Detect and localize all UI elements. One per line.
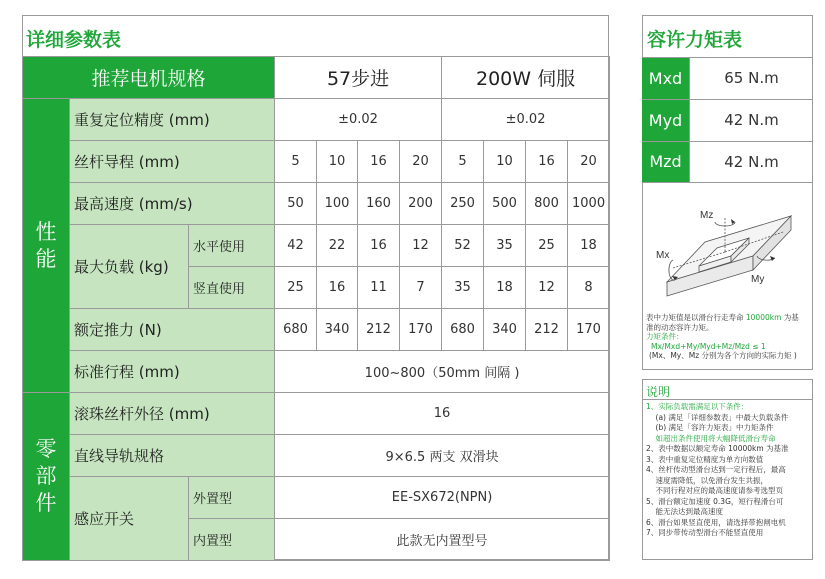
max-load-label: 最大负载 (kg) [70,225,189,309]
vertical-load-value: 12 [526,267,568,309]
moment-value: 42 N.m [689,100,813,141]
mz-label: Mz [700,210,714,221]
table-row [23,393,610,435]
vertical-load-value: 11 [358,267,400,309]
lead-value: 5 [275,141,317,183]
note-line: 7、同步带传动型滑台不能竖直使用 [646,528,764,537]
spec-table [22,56,610,561]
lead-value: 5 [442,141,484,183]
horizontal-load-value: 25 [526,225,568,267]
moment-name: Mxd [642,58,689,99]
sensor-label: 感应开关 [70,477,189,561]
vertical-load-value: 18 [484,267,526,309]
note-line: 如超出条件使用将大幅降低滑台寿命 [646,433,776,443]
vertical-load-value: 35 [442,267,484,309]
note-line: 2、表中数据以额定寿命 10000km 为基准 [646,444,789,453]
moment-name: Mzd [642,142,689,182]
table-row [23,225,610,267]
header-row [23,57,610,99]
lead-value: 16 [526,141,568,183]
note-line: 6、滑台如果竖直使用，请选择带抱闸电机 [646,517,786,527]
note-line: 能无法达到最高速度 [646,507,724,516]
stroke-label: 标准行程 (mm) [70,351,275,393]
horizontal-load-value: 35 [484,225,526,267]
max-speed-value: 200 [400,183,442,225]
moment-value: 42 N.m [689,142,813,182]
screw-diameter-label: 滚珠丝杆外径 (mm) [70,393,275,435]
vertical-load-value: 8 [568,267,610,309]
max-speed-value: 1000 [568,183,610,225]
vertical-load-value: 7 [400,267,442,309]
horizontal-load-value: 52 [442,225,484,267]
notes-divider [643,399,812,400]
thrust-value: 170 [568,309,610,351]
vertical-use-label: 竖直使用 [189,267,275,309]
thrust-label: 额定推力 (N) [70,309,275,351]
notes-title: 说明 [646,385,671,399]
group-performance: 性 能 [23,99,70,393]
sensor-external-label: 外置型 [189,477,275,519]
motor-spec-header: 推荐电机规格 [23,57,275,99]
note-line: 不同行程对应的最高速度请参考选型页 [646,486,784,495]
table-row [23,99,610,141]
horizontal-use-label: 水平使用 [189,225,275,267]
group-parts: 零 部 件 [23,393,70,561]
thrust-value: 340 [484,309,526,351]
moment-value: 65 N.m [689,58,813,99]
table-row [23,435,610,477]
guide-rail-label: 直线导轨规格 [70,435,275,477]
notes-list [646,402,812,539]
my-label: My [751,274,765,285]
moment-panel [642,15,813,370]
lead-value: 20 [400,141,442,183]
mx-label: Mx [656,250,670,261]
moment-row [642,57,813,99]
thrust-value: 680 [275,309,317,351]
max-speed-value: 800 [526,183,568,225]
max-speed-value: 100 [317,183,358,225]
moment-note: 表中力矩值是以滑台行走寿命 10000km 为基 准的动态容许力矩。 力矩条件： Mx/Mxd+My/Myd+Mz/Mzd ≤ 1 (Mx、My、Mz 分别为各个方向的实际力矩 ) [646,313,799,361]
horizontal-load-value: 22 [317,225,358,267]
guide-rail-value: 9×6.5 两支 双滑块 [275,435,610,477]
max-speed-value: 250 [442,183,484,225]
sensor-internal-value: 此款无内置型号 [275,519,610,561]
moment-name: Myd [642,100,689,141]
thrust-value: 170 [400,309,442,351]
table-row [23,309,610,351]
note-line: 4、丝杆传动型滑台达到一定行程后，最高 [646,465,786,474]
max-speed-value: 500 [484,183,526,225]
note-line: (a) 满足「详细参数表」中最大负载条件 [646,412,789,422]
lead-value: 20 [568,141,610,183]
max-speed-value: 160 [358,183,400,225]
lead-value: 10 [484,141,526,183]
table-row [23,183,610,225]
repeat-accuracy-label: 重复定位精度 (mm) [70,99,275,141]
note-line: 1、实际负载需满足以下条件： [646,402,749,411]
horizontal-load-value: 18 [568,225,610,267]
motor-b-header: 200W 伺服 [442,57,610,99]
spec-title: 详细参数表 [26,29,122,51]
horizontal-load-value: 12 [400,225,442,267]
motor-a-header: 57步进 [275,57,442,99]
sensor-internal-label: 内置型 [189,519,275,561]
horizontal-load-value: 16 [358,225,400,267]
thrust-value: 340 [317,309,358,351]
note-line: (b) 满足「容许力矩表」中力矩条件 [646,423,774,432]
thrust-value: 212 [526,309,568,351]
thrust-value: 212 [358,309,400,351]
note-line: 3、表中重复定位精度为单方向数值 [646,454,764,464]
max-speed-label: 最高速度 (mm/s) [70,183,275,225]
repeat-accuracy-b: ±0.02 [442,99,610,141]
lead-value: 16 [358,141,400,183]
table-row [23,477,610,519]
screw-diameter-value: 16 [275,393,610,435]
table-row [23,351,610,393]
repeat-accuracy-a: ±0.02 [275,99,442,141]
stroke-value: 100~800（50mm 间隔 ) [275,351,610,393]
lead-value: 10 [317,141,358,183]
lead-label: 丝杆导程 (mm) [70,141,275,183]
note-line: 速度需降低，以免滑台发生共振， [646,475,769,485]
vertical-load-value: 16 [317,267,358,309]
vertical-load-value: 25 [275,267,317,309]
max-speed-value: 50 [275,183,317,225]
moment-axes-diagram [653,196,803,308]
table-row [23,141,610,183]
note-line: 5、滑台额定加速度 0.3G，短行程滑台可 [646,496,784,506]
moment-title: 容许力矩表 [647,29,743,51]
moment-row [642,141,813,183]
thrust-value: 680 [442,309,484,351]
horizontal-load-value: 42 [275,225,317,267]
notes-panel [642,379,813,560]
moment-row [642,99,813,141]
sensor-external-value: EE-SX672(NPN) [275,477,610,519]
